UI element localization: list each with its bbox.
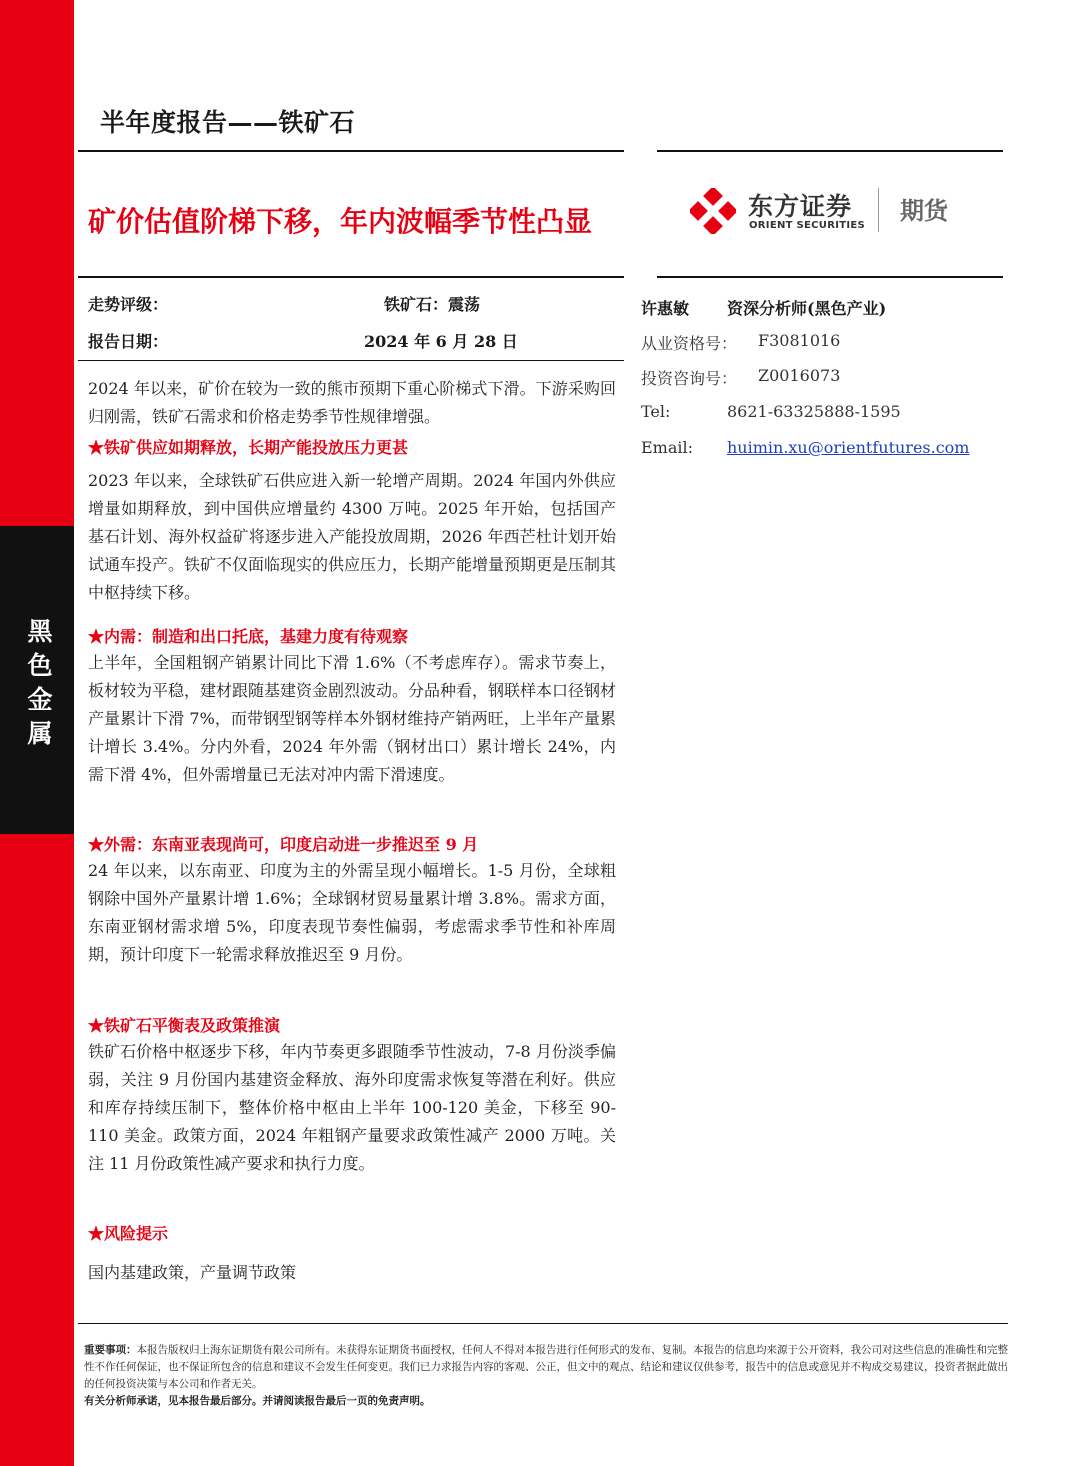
sector-label-char: 黑 — [27, 617, 53, 646]
consult-label: 投资咨询号： — [641, 369, 738, 388]
section-body: 铁矿石价格中枢逐步下移，年内节奏更多跟随季节性波动，7-8 月份淡季偏弱，关注 9 月份国内基建资金释放、海外印度需求恢复等潜在利好。供应和库存持续压制下，整体价格中枢由上半年 100-120 美金，下移至 90-110 美金。政策方面，2024 年粗钢产量要求政策性减产 2000 万吨。关注 11 月份政策性减产要求和执行力度。 — [88, 1042, 616, 1173]
sector-label-char: 金 — [27, 685, 53, 714]
rating-label: 走势评级： — [88, 295, 169, 314]
disclaimer-label: 重要事项： — [84, 1344, 137, 1356]
tel-value: 8621-63325888-1595 — [727, 402, 901, 421]
section-heading: ★内需：制造和出口托底，基建力度有待观察 — [88, 627, 409, 646]
disclaimer — [84, 1342, 1010, 1410]
header-rule-left — [78, 150, 624, 152]
section-heading: ★铁矿石平衡表及政策推演 — [88, 1016, 281, 1035]
section-body: 上半年，全国粗钢产销累计同比下滑 1.6%（不考虑库存）。需求节奏上，板材较为平稳，建材跟随基建资金剧烈波动。分品种看，钢联样本口径钢材产量累计下滑 7%，而带钢型钢等样本外钢材维持产销两旺，上半年产量累计增长 3.4%。分内外看，2024 年外需（钢材出口）累计增长 24%，内需下滑 4%，但外需增量已无法对冲内需下滑速度。 — [88, 653, 617, 784]
logo-name-en: ORIENT SECURITIES — [749, 220, 866, 231]
section-body: 国内基建政策，产量调节政策 — [88, 1263, 297, 1282]
section-heading: ★外需：东南亚表现尚可，印度启动进一步推迟至 9 月 — [88, 835, 479, 854]
sector-label-char: 色 — [27, 651, 53, 680]
analyst-note: 有关分析师承诺，见本报告最后部分。并请阅读报告最后一页的免责声明。 — [84, 1395, 431, 1407]
consult-value: Z0016073 — [758, 366, 841, 385]
summary-paragraph: 2024 年以来，矿价在较为一致的熊市预期下重心阶梯式下滑。下游采购回归刚需，铁矿石需求和价格走势季节性规律增强。 — [88, 379, 616, 426]
tel-label: Tel: — [641, 402, 671, 421]
header-rule-right — [657, 150, 1003, 152]
meta-rule-left — [78, 276, 624, 278]
report-headline: 矿价估值阶梯下移，年内波幅季节性凸显 — [88, 205, 593, 238]
email-link[interactable]: huimin.xu@orientfutures.com — [727, 438, 970, 457]
company-logo — [690, 186, 970, 234]
section-heading: ★风险提示 — [88, 1224, 169, 1243]
analyst-title: 资深分析师(黑色产业) — [727, 299, 887, 318]
section-heading: ★铁矿供应如期释放，长期产能投放压力更甚 — [88, 438, 409, 457]
section-body: 24 年以来，以东南亚、印度为主的外需呈现小幅增长。1-5 月份，全球粗钢除中国外产量累计增 1.6%；全球钢材贸易量累计增 3.8%。需求方面，东南亚钢材需求增 5%，印度表现节奏性偏弱，考虑需求季节性和补库周期，预计印度下一轮需求释放推迟至 9 月份。 — [88, 861, 616, 964]
logo-suffix: 期货 — [900, 197, 948, 225]
cert-value: F3081016 — [758, 331, 841, 350]
report-type-title: 半年度报告——铁矿石 — [100, 108, 356, 137]
disclaimer-text: 本报告版权归上海东证期货有限公司所有。未获得东证期货书面授权，任何人不得对本报告进行任何形式的发布、复制。本报告的信息均来源于公开资料，我公司对这些信息的准确性和完整性不作任何保证，也不保证所包含的信息和建议不会发生任何变更。我们已力求报告内容的客观、公正，但文中的观点、结论和建议仅供参考，报告中的信息或意见并不构成交易建议，投资者据此做出的任何投资决策与本公司和作者无关。 — [84, 1344, 1008, 1390]
sector-label-char: 属 — [27, 719, 53, 748]
rating-value: 铁矿石：震荡 — [384, 295, 481, 314]
logo-name-cn: 东方证券 — [748, 192, 853, 221]
meta-rule-right — [657, 276, 1003, 278]
email-label: Email: — [641, 438, 694, 457]
footer-rule — [78, 1323, 1008, 1324]
cert-label: 从业资格号： — [641, 334, 738, 353]
logo-mark-icon — [690, 188, 736, 234]
date-label: 报告日期： — [88, 332, 169, 351]
logo-divider — [878, 188, 879, 232]
analyst-name: 许惠敏 — [641, 299, 690, 318]
sector-label — [25, 615, 55, 751]
meta-bottom-rule — [78, 360, 624, 361]
section-body: 2023 年以来，全球铁矿石供应进入新一轮增产周期。2024 年国内外供应增量如期释放，到中国供应增量约 4300 万吨。2025 年开始，包括国产基石计划、海外权益矿将逐步进入产能投放周期，2026 年西芒杜计划开始试通车投产。铁矿不仅面临现实的供应压力，长期产能增量预期更是压制其中枢持续下移。 — [88, 471, 617, 602]
date-value: 2024 年 6 月 28 日 — [364, 332, 518, 351]
